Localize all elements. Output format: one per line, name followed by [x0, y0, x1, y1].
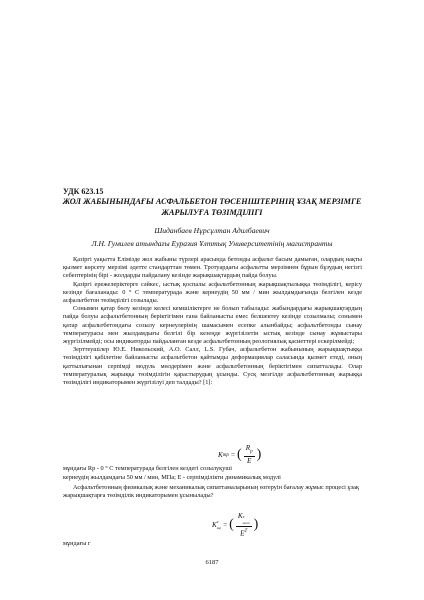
formula-2-lhs-sup: T — [216, 520, 219, 525]
formula-1-lhs-sub: тр — [222, 452, 229, 458]
formula-1: K тр = ( $\frac{R_p}{E}$ ) — [218, 444, 262, 466]
formula-1-num-sub: p — [250, 449, 253, 455]
text-line: Асфальтбетонның физикалық және механикалық сипаттамаларының өзгеруін бағалау жұмыс процесі ұзақ жарықшақтарға төзімділік индикаторымен ұсынылады? — [63, 484, 359, 500]
formula-2-lhs-sub: тр — [216, 526, 222, 531]
formula-2-num-sub: шит — [242, 521, 250, 525]
formula-2: K T тр = ( K T шит $E^T$ ) — [212, 512, 259, 538]
author-name: Шиданбаев Нұрсұлтан Адилбаевич — [154, 226, 270, 235]
formula-2-num: K — [237, 512, 243, 520]
text-line: мұндағы г — [63, 540, 91, 547]
paper-title: ЖОЛ ЖАБЫНЫНДАҒЫ АСФАЛЬБЕТОН ТӨСЕНІШТЕРІНІҢ ҰЗАҚ МЕРЗІМГЕ ЖАРЫЛУҒА ТӨЗІМДІЛІГІ — [62, 197, 362, 217]
text-line: кернеудің жылдамдағы 50 мм / мин, МПа; Е - серпімділікти динамикалық модулі — [63, 474, 281, 481]
formula-2-lhs: K — [212, 521, 217, 530]
udk-code: УДК 623.15 — [63, 187, 104, 196]
formula-1-lhs: K — [218, 451, 223, 460]
page-number: 6187 — [205, 559, 219, 566]
formula-1-fraction — [244, 444, 255, 466]
formula-2-den: E — [240, 529, 245, 538]
formula-1-den: E — [246, 457, 252, 466]
formula-2-fraction — [236, 512, 252, 538]
text-line: мұндағы Rp - 0 ° С температурада белгілен кездегі созылуқуші — [63, 465, 232, 472]
formula-1-num: R — [245, 444, 251, 452]
formula-2-num-sup: T — [242, 515, 245, 519]
author-affiliation: Л.Н. Гумилев атындағы Еуразия Ұлттық Университетінің магистранты — [91, 239, 333, 248]
formula-2-den-sup: T — [244, 529, 248, 534]
paragraph: Қазіргі ережелеріктерге сәйкес, ыстық қоспалы асфальтбетонның жарықшақтылыққа төзімділігі, керісу кезінде бағаланады: 0 ° С температурада және кернеудің 50 мм / мин жылдамдығында белгілен кезде асфальтбетон төзімділігі созылады. — [63, 280, 362, 305]
paragraph: Сонымен қатар бөлу кезінде келесі кемшіліктерге не болып табылады: жабындардағы жарықшақтардың пайда болуы асфальтбетонның беріктігімен ғана байланысты емес белшектеу кезінде созылмалы; сонымен қатар асфальтбетондағы созылу кернеулерінің шамасымен есепке алынбайды; асфальтбетонды сынау температурасы мен жылдамдығы белгілі бір кезеңде жүргізілетін ыстық кезінде сынау жұмыстары жүргізілмейді; осы индикаторды пайдаланған кезде асфальтбетонның реологиялық қасиеттері ескерілмейді; — [63, 305, 362, 346]
body-text — [63, 256, 362, 387]
paragraph: Қазіргі уақытта Елімізде жол жабыны түрлері арасында бетонды асфальт басым дамыған, олардың нақты қызмет көрсету мерзімі әдетте стандарттан төмен. Тротуардағы асфальтты мерзімнен бұрын бұзудың негізгі себептерінің бірі - жолдарды пайдалану кезінде жарықшақтардың пайда болуы. — [63, 256, 362, 280]
paragraph: Зерттеушілер Ю.Е. Никольский, А.О. Салл, L.S. Губач, асфальтбетон жабынының жарықшақтыққа төзімділігі қабілетіне байланысты асфальтбетон қайтымды деформациялар саласында қызмет етеді, оның қаттылығынан серпімді модуль мөлдерімен және асфальтбетонның беріктігімен сипатталады. Олар температуралық жарыққа төзімділігін қарастырудың ұсынды. Сусқ мезгілде асфальтбетонның жарыққа төзімділігі индикаторымен жүргізілуі деп талдады? [1]: — [63, 346, 362, 387]
